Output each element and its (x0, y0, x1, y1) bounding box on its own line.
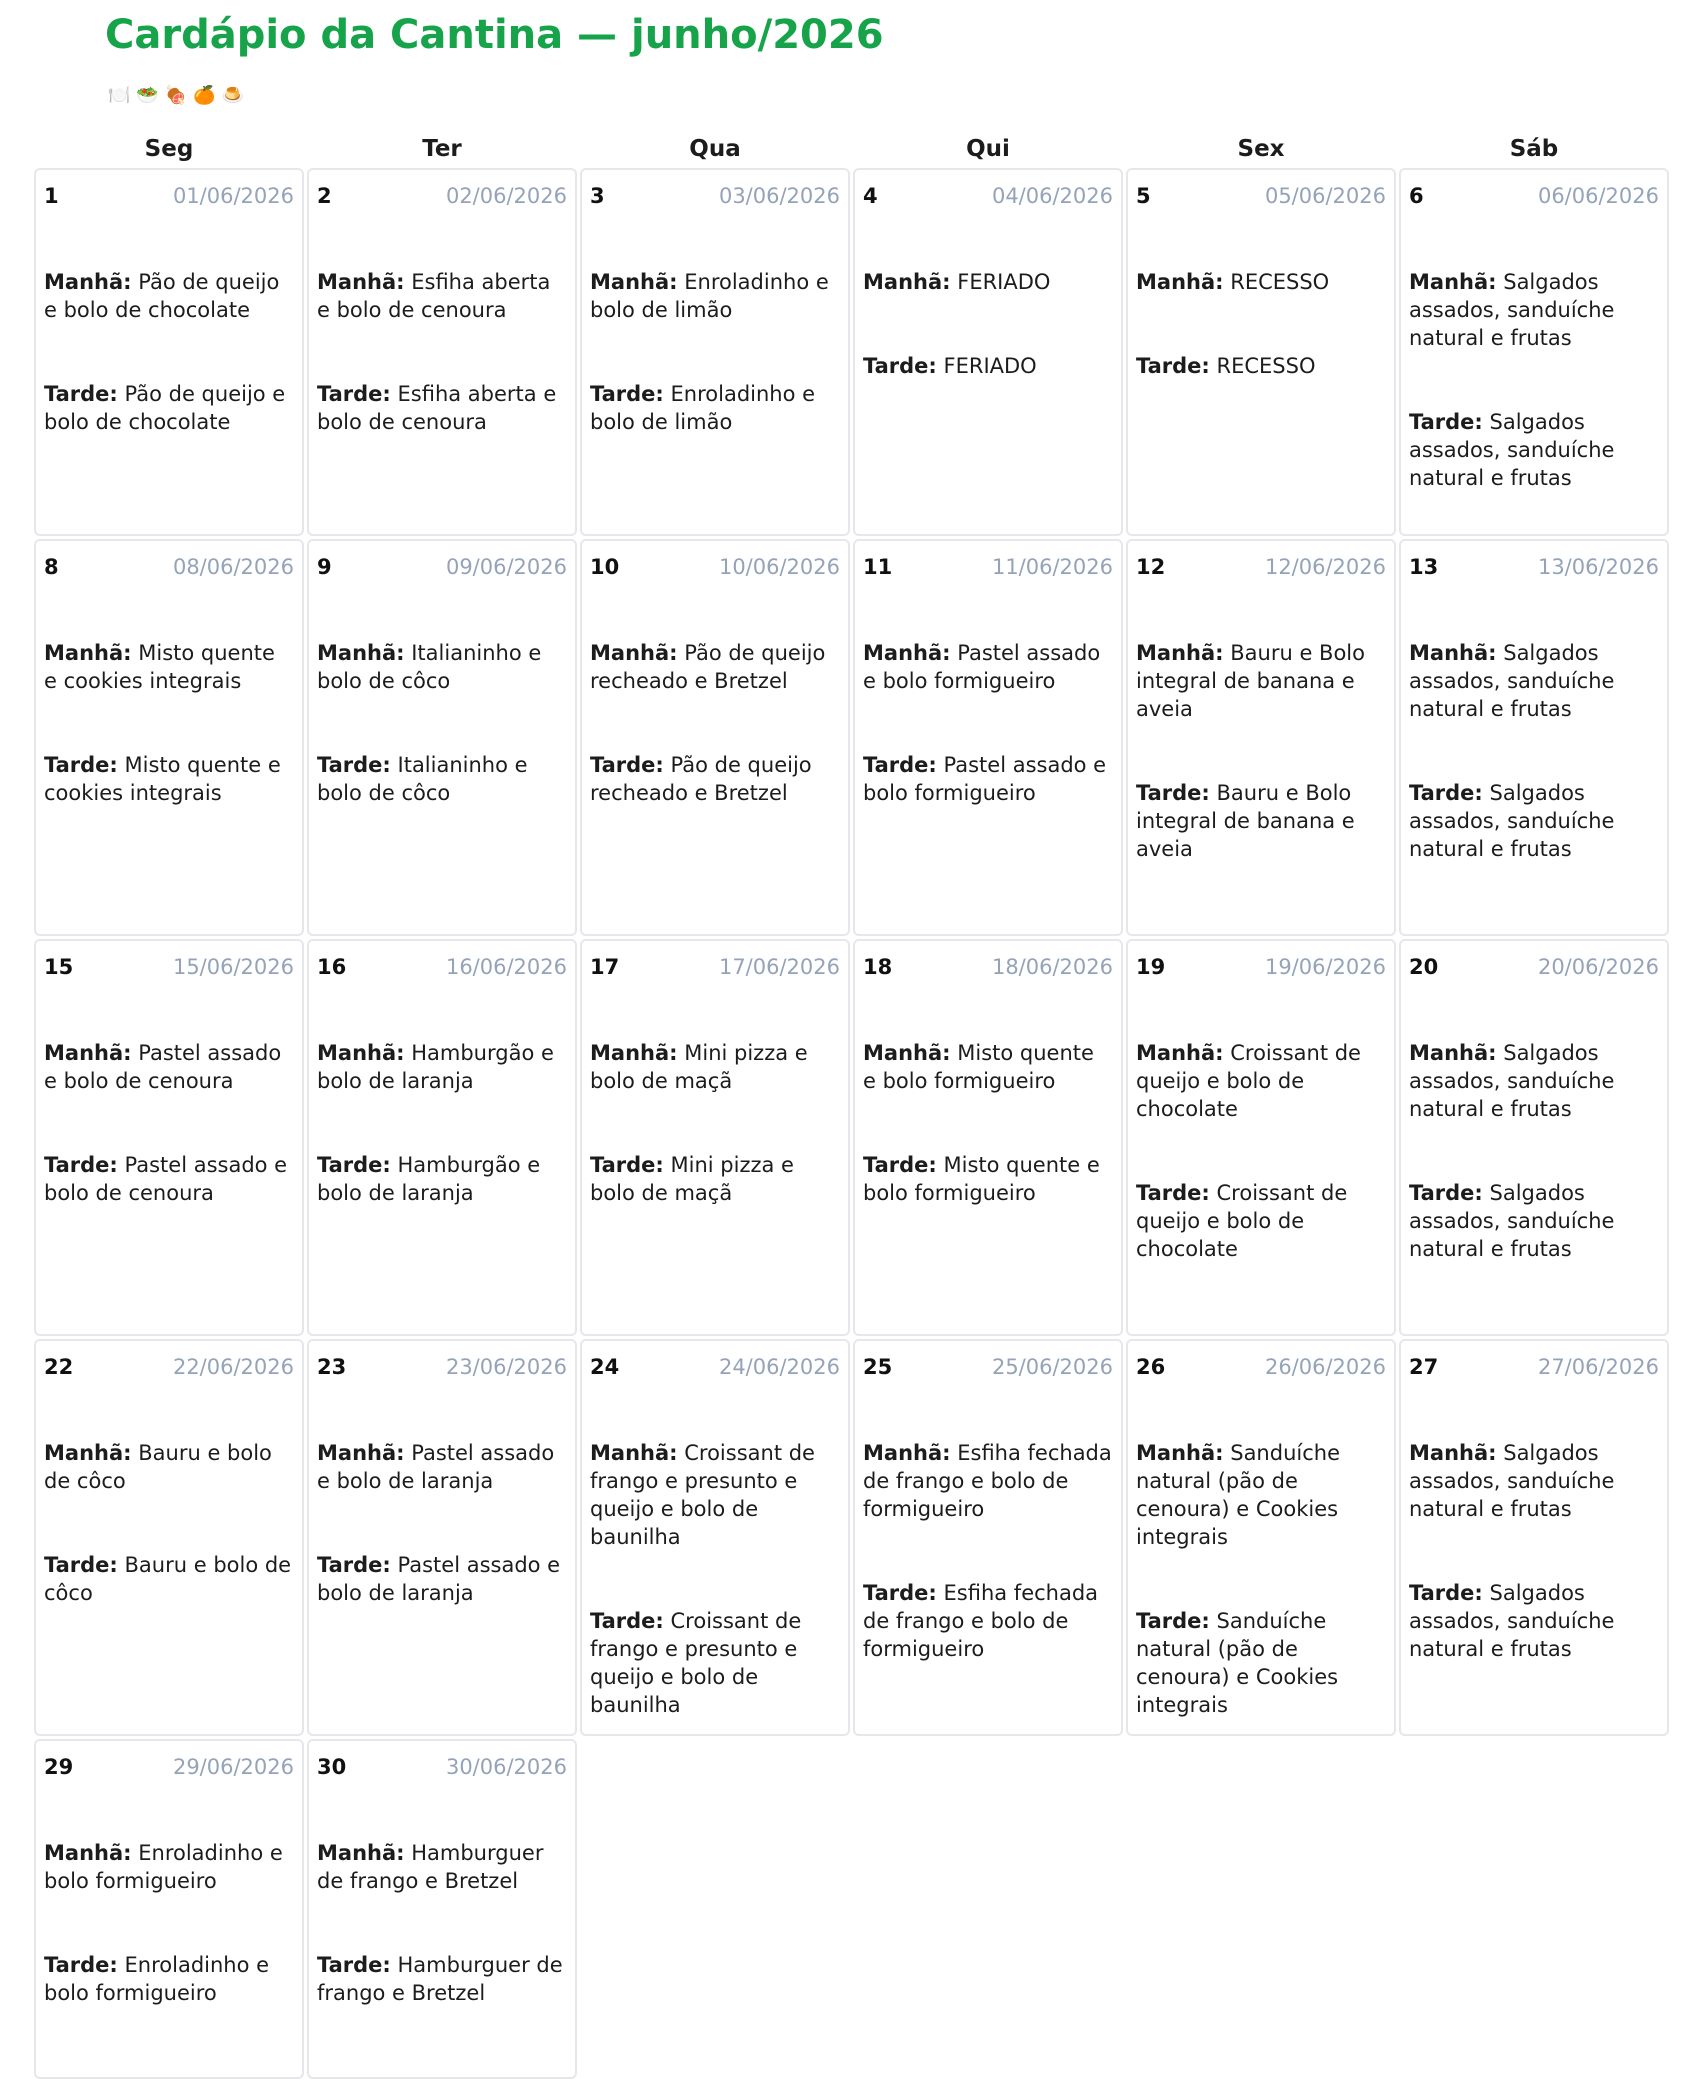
weekday-label: Qua (689, 136, 741, 162)
morning-meal (317, 1039, 567, 1095)
afternoon-meal-text: Croissant de frango e presunto e queijo e bolo de baunilha (590, 1609, 802, 1717)
day-cell (1399, 939, 1669, 1336)
day-cell-header (1409, 184, 1659, 208)
morning-meal-text: Hamburguer de frango e Bretzel (317, 1841, 544, 1893)
morning-meal-text: Misto quente e bolo formigueiro (863, 1041, 1094, 1093)
weekday-label: Seg (144, 136, 194, 162)
morning-meal-label: Manhã: (590, 641, 678, 665)
afternoon-meal (317, 751, 567, 807)
afternoon-meal-text: Hamburgão e bolo de laranja (317, 1153, 541, 1205)
day-number: 4 (863, 184, 878, 208)
morning-meal-text: Italianinho e bolo de côco (317, 641, 542, 693)
salad-icon: 🥗 (136, 85, 159, 106)
day-cell-header (590, 184, 840, 208)
afternoon-meal-text: Enroladinho e bolo de limão (590, 382, 816, 434)
morning-meal-text: Pão de queijo e bolo de chocolate (44, 270, 280, 322)
morning-meal-text: RECESSO (1230, 270, 1330, 294)
day-cell-header (590, 955, 840, 979)
day-date: 11/06/2026 (991, 555, 1113, 579)
morning-meal (317, 268, 567, 324)
plate-icon: 🍽️ (108, 85, 131, 106)
day-number: 6 (1409, 184, 1424, 208)
morning-meal-label: Manhã: (590, 1441, 678, 1465)
afternoon-meal (317, 1151, 567, 1207)
weekday-label: Ter (422, 136, 462, 162)
morning-meal-text: Salgados assados, sanduíche natural e frutas (1409, 1441, 1615, 1521)
afternoon-meal-text: Salgados assados, sanduíche natural e frutas (1409, 781, 1615, 861)
pudding-icon: 🍮 (221, 85, 245, 106)
day-cell-header (44, 955, 294, 979)
morning-meal (1136, 268, 1386, 296)
afternoon-meal-label: Tarde: (590, 1609, 664, 1633)
afternoon-meal-label: Tarde: (1136, 1181, 1210, 1205)
day-cell (853, 539, 1123, 936)
morning-meal-label: Manhã: (863, 1441, 951, 1465)
morning-meal-label: Manhã: (44, 270, 132, 294)
afternoon-meal-label: Tarde: (44, 1553, 118, 1577)
afternoon-meal-text: Sanduíche natural (pão de cenoura) e Cookies integrais (1136, 1609, 1339, 1717)
afternoon-meal-text: Pastel assado e bolo de cenoura (44, 1153, 288, 1205)
day-number: 26 (1136, 1355, 1166, 1379)
afternoon-meal (44, 751, 294, 807)
morning-meal (863, 268, 1113, 296)
day-cell-header (1136, 955, 1386, 979)
weekday-label: Sex (1237, 136, 1285, 162)
afternoon-meal-text: Pão de queijo recheado e Bretzel (590, 753, 812, 805)
morning-meal-text: Enroladinho e bolo formigueiro (44, 1841, 283, 1893)
afternoon-meal-text: Mini pizza e bolo de maçã (590, 1153, 794, 1205)
day-number: 30 (317, 1755, 347, 1779)
morning-meal-text: Mini pizza e bolo de maçã (590, 1041, 808, 1093)
day-date: 08/06/2026 (172, 555, 294, 579)
afternoon-meal (863, 352, 1113, 380)
day-number: 13 (1409, 555, 1439, 579)
day-number: 11 (863, 555, 893, 579)
morning-meal-label: Manhã: (590, 270, 678, 294)
afternoon-meal-text: Salgados assados, sanduíche natural e frutas (1409, 1181, 1615, 1261)
morning-meal-label: Manhã: (1136, 270, 1224, 294)
afternoon-meal (1409, 1579, 1659, 1663)
day-date: 05/06/2026 (1264, 184, 1386, 208)
afternoon-meal (590, 751, 840, 807)
day-cell-header (317, 184, 567, 208)
day-cell (853, 1339, 1123, 1736)
morning-meal (1136, 1039, 1386, 1123)
afternoon-meal-text: Italianinho e bolo de côco (317, 753, 528, 805)
morning-meal-label: Manhã: (317, 1041, 405, 1065)
afternoon-meal (1136, 352, 1386, 380)
afternoon-meal-label: Tarde: (863, 753, 937, 777)
day-number: 23 (317, 1355, 347, 1379)
morning-meal-label: Manhã: (317, 1441, 405, 1465)
day-date: 12/06/2026 (1264, 555, 1386, 579)
afternoon-meal (1409, 408, 1659, 492)
day-number: 3 (590, 184, 605, 208)
day-date: 23/06/2026 (445, 1355, 567, 1379)
morning-meal (44, 639, 294, 695)
afternoon-meal (317, 1951, 567, 2007)
day-date: 16/06/2026 (445, 955, 567, 979)
morning-meal (1136, 639, 1386, 723)
morning-meal (590, 639, 840, 695)
afternoon-meal-text: Salgados assados, sanduíche natural e frutas (1409, 1581, 1615, 1661)
morning-meal-label: Manhã: (44, 641, 132, 665)
afternoon-meal-label: Tarde: (1409, 1581, 1483, 1605)
afternoon-meal-label: Tarde: (317, 382, 391, 406)
calendar-grid (34, 168, 1669, 2079)
afternoon-meal (1136, 1607, 1386, 1719)
afternoon-meal-text: Enroladinho e bolo formigueiro (44, 1953, 270, 2005)
day-cell-header (317, 555, 567, 579)
morning-meal (1409, 1439, 1659, 1523)
morning-meal-label: Manhã: (590, 1041, 678, 1065)
day-date: 24/06/2026 (718, 1355, 840, 1379)
day-date: 30/06/2026 (445, 1755, 567, 1779)
morning-meal-text: FERIADO (957, 270, 1051, 294)
morning-meal-label: Manhã: (863, 641, 951, 665)
day-cell (307, 1739, 577, 2079)
day-cell (1399, 168, 1669, 536)
day-cell (307, 939, 577, 1336)
day-cell-header (44, 1755, 294, 1779)
morning-meal-text: Bauru e bolo de côco (44, 1441, 272, 1493)
day-date: 29/06/2026 (172, 1755, 294, 1779)
afternoon-meal-text: RECESSO (1216, 354, 1316, 378)
afternoon-meal (317, 1551, 567, 1607)
day-cell-header (1136, 555, 1386, 579)
afternoon-meal (863, 1151, 1113, 1207)
day-cell (853, 168, 1123, 536)
afternoon-meal-text: FERIADO (943, 354, 1037, 378)
day-date: 06/06/2026 (1537, 184, 1659, 208)
day-number: 9 (317, 555, 332, 579)
afternoon-meal (863, 751, 1113, 807)
day-number: 24 (590, 1355, 620, 1379)
day-cell (1399, 1339, 1669, 1736)
day-cell-header (44, 184, 294, 208)
afternoon-meal-label: Tarde: (1409, 1181, 1483, 1205)
afternoon-meal (317, 380, 567, 436)
day-date: 22/06/2026 (172, 1355, 294, 1379)
afternoon-meal-label: Tarde: (317, 1553, 391, 1577)
morning-meal (590, 268, 840, 324)
morning-meal-text: Esfiha aberta e bolo de cenoura (317, 270, 551, 322)
day-cell-header (1409, 555, 1659, 579)
morning-meal (863, 1039, 1113, 1095)
day-cell (34, 939, 304, 1336)
day-cell-header (590, 1355, 840, 1379)
afternoon-meal (590, 380, 840, 436)
day-cell-header (317, 1755, 567, 1779)
afternoon-meal (44, 1551, 294, 1607)
day-number: 16 (317, 955, 347, 979)
day-cell (853, 939, 1123, 1336)
day-cell (580, 539, 850, 936)
morning-meal-label: Manhã: (863, 1041, 951, 1065)
morning-meal (44, 1839, 294, 1895)
morning-meal-label: Manhã: (1409, 641, 1497, 665)
day-date: 18/06/2026 (991, 955, 1113, 979)
day-cell-header (590, 555, 840, 579)
afternoon-meal-label: Tarde: (863, 1153, 937, 1177)
afternoon-meal-label: Tarde: (317, 1953, 391, 1977)
afternoon-meal-text: Misto quente e bolo formigueiro (863, 1153, 1100, 1205)
afternoon-meal (1136, 1179, 1386, 1263)
morning-meal (44, 1039, 294, 1095)
day-date: 03/06/2026 (718, 184, 840, 208)
afternoon-meal-label: Tarde: (1136, 1609, 1210, 1633)
day-cell-header (44, 1355, 294, 1379)
morning-meal-label: Manhã: (1409, 270, 1497, 294)
day-number: 17 (590, 955, 620, 979)
day-number: 1 (44, 184, 59, 208)
day-cell-header (1409, 1355, 1659, 1379)
day-number: 15 (44, 955, 74, 979)
morning-meal-text: Croissant de frango e presunto e queijo e bolo de baunilha (590, 1441, 815, 1549)
day-cell-header (1136, 1355, 1386, 1379)
afternoon-meal-text: Pão de queijo e bolo de chocolate (44, 382, 286, 434)
morning-meal (44, 268, 294, 324)
day-number: 10 (590, 555, 620, 579)
morning-meal-label: Manhã: (1409, 1041, 1497, 1065)
afternoon-meal-label: Tarde: (590, 382, 664, 406)
afternoon-meal-label: Tarde: (317, 1153, 391, 1177)
morning-meal (317, 1839, 567, 1895)
morning-meal-text: Bauru e Bolo integral de banana e aveia (1136, 641, 1365, 721)
morning-meal (1136, 1439, 1386, 1551)
afternoon-meal-label: Tarde: (1136, 354, 1210, 378)
day-cell (34, 1739, 304, 2079)
afternoon-meal-text: Esfiha aberta e bolo de cenoura (317, 382, 557, 434)
afternoon-meal-label: Tarde: (44, 1953, 118, 1977)
afternoon-meal-label: Tarde: (317, 753, 391, 777)
day-cell (307, 539, 577, 936)
afternoon-meal (1409, 779, 1659, 863)
afternoon-meal (44, 380, 294, 436)
morning-meal-text: Pastel assado e bolo de cenoura (44, 1041, 282, 1093)
afternoon-meal-text: Salgados assados, sanduíche natural e frutas (1409, 410, 1615, 490)
morning-meal-label: Manhã: (1136, 1041, 1224, 1065)
morning-meal-label: Manhã: (1409, 1441, 1497, 1465)
food-icons-row (108, 84, 244, 108)
afternoon-meal-text: Esfiha fechada de frango e bolo de formigueiro (863, 1581, 1099, 1661)
day-cell (307, 1339, 577, 1736)
day-cell (34, 539, 304, 936)
day-date: 04/06/2026 (991, 184, 1113, 208)
morning-meal-text: Salgados assados, sanduíche natural e frutas (1409, 270, 1615, 350)
day-cell (1126, 1339, 1396, 1736)
morning-meal (863, 1439, 1113, 1523)
morning-meal (590, 1439, 840, 1551)
morning-meal-text: Pastel assado e bolo formigueiro (863, 641, 1101, 693)
afternoon-meal-text: Croissant de queijo e bolo de chocolate (1136, 1181, 1348, 1261)
morning-meal-text: Esfiha fechada de frango e bolo de formigueiro (863, 1441, 1112, 1521)
afternoon-meal-label: Tarde: (1136, 781, 1210, 805)
morning-meal (590, 1039, 840, 1095)
weekday-header (34, 136, 1669, 162)
day-date: 19/06/2026 (1264, 955, 1386, 979)
morning-meal-text: Pastel assado e bolo de laranja (317, 1441, 555, 1493)
afternoon-meal-label: Tarde: (863, 354, 937, 378)
morning-meal (1409, 268, 1659, 352)
morning-meal-label: Manhã: (317, 270, 405, 294)
day-date: 01/06/2026 (172, 184, 294, 208)
afternoon-meal (590, 1607, 840, 1719)
day-cell (580, 168, 850, 536)
afternoon-meal-text: Bauru e Bolo integral de banana e aveia (1136, 781, 1355, 861)
day-number: 5 (1136, 184, 1151, 208)
day-cell-header (44, 555, 294, 579)
day-cell (1399, 539, 1669, 936)
day-cell-header (863, 184, 1113, 208)
morning-meal-label: Manhã: (44, 1041, 132, 1065)
day-date: 10/06/2026 (718, 555, 840, 579)
morning-meal-text: Salgados assados, sanduíche natural e frutas (1409, 641, 1615, 721)
morning-meal (44, 1439, 294, 1495)
day-date: 20/06/2026 (1537, 955, 1659, 979)
morning-meal-label: Manhã: (1136, 1441, 1224, 1465)
day-date: 13/06/2026 (1537, 555, 1659, 579)
day-cell (1126, 939, 1396, 1336)
morning-meal-text: Pão de queijo recheado e Bretzel (590, 641, 826, 693)
morning-meal (863, 639, 1113, 695)
afternoon-meal (1409, 1179, 1659, 1263)
day-cell (580, 1339, 850, 1736)
afternoon-meal (590, 1151, 840, 1207)
day-date: 26/06/2026 (1264, 1355, 1386, 1379)
afternoon-meal (863, 1579, 1113, 1663)
afternoon-meal-text: Hamburguer de frango e Bretzel (317, 1953, 563, 2005)
day-number: 27 (1409, 1355, 1439, 1379)
day-cell (1126, 539, 1396, 936)
day-date: 15/06/2026 (172, 955, 294, 979)
afternoon-meal (44, 1951, 294, 2007)
morning-meal (1409, 1039, 1659, 1123)
morning-meal (1409, 639, 1659, 723)
day-cell-header (1136, 184, 1386, 208)
afternoon-meal-label: Tarde: (44, 382, 118, 406)
morning-meal-text: Enroladinho e bolo de limão (590, 270, 829, 322)
day-cell-header (317, 955, 567, 979)
afternoon-meal-text: Bauru e bolo de côco (44, 1553, 292, 1605)
afternoon-meal-label: Tarde: (863, 1581, 937, 1605)
day-number: 22 (44, 1355, 74, 1379)
afternoon-meal-label: Tarde: (590, 753, 664, 777)
afternoon-meal-label: Tarde: (1409, 410, 1483, 434)
day-cell-header (863, 1355, 1113, 1379)
morning-meal (317, 639, 567, 695)
day-date: 17/06/2026 (718, 955, 840, 979)
day-number: 12 (1136, 555, 1166, 579)
day-cell-header (1409, 955, 1659, 979)
day-number: 25 (863, 1355, 893, 1379)
day-number: 20 (1409, 955, 1439, 979)
day-cell (1126, 168, 1396, 536)
day-date: 25/06/2026 (991, 1355, 1113, 1379)
day-date: 27/06/2026 (1537, 1355, 1659, 1379)
morning-meal-label: Manhã: (44, 1841, 132, 1865)
day-cell (580, 939, 850, 1336)
day-cell-header (863, 955, 1113, 979)
meat-icon: 🍖 (164, 85, 188, 106)
day-cell (34, 168, 304, 536)
day-cell (34, 1339, 304, 1736)
day-number: 18 (863, 955, 893, 979)
day-number: 19 (1136, 955, 1166, 979)
day-date: 02/06/2026 (445, 184, 567, 208)
morning-meal-label: Manhã: (317, 641, 405, 665)
orange-icon: 🍊 (193, 85, 216, 106)
morning-meal-label: Manhã: (44, 1441, 132, 1465)
morning-meal-text: Croissant de queijo e bolo de chocolate (1136, 1041, 1361, 1121)
afternoon-meal (1136, 779, 1386, 863)
morning-meal-text: Salgados assados, sanduíche natural e frutas (1409, 1041, 1615, 1121)
day-cell-header (317, 1355, 567, 1379)
afternoon-meal-label: Tarde: (44, 753, 118, 777)
day-cell (307, 168, 577, 536)
day-number: 2 (317, 184, 332, 208)
afternoon-meal-label: Tarde: (590, 1153, 664, 1177)
day-date: 09/06/2026 (445, 555, 567, 579)
weekday-label: Sáb (1509, 136, 1559, 162)
day-cell-header (863, 555, 1113, 579)
morning-meal-text: Hamburgão e bolo de laranja (317, 1041, 554, 1093)
morning-meal-text: Sanduíche natural (pão de cenoura) e Cookies integrais (1136, 1441, 1340, 1549)
afternoon-meal-text: Misto quente e cookies integrais (44, 753, 281, 805)
afternoon-meal-text: Pastel assado e bolo de laranja (317, 1553, 561, 1605)
day-number: 8 (44, 555, 59, 579)
morning-meal-label: Manhã: (863, 270, 951, 294)
afternoon-meal-label: Tarde: (44, 1153, 118, 1177)
afternoon-meal (44, 1151, 294, 1207)
page-title: Cardápio da Cantina — junho/2026 (105, 12, 884, 58)
afternoon-meal-text: Pastel assado e bolo formigueiro (863, 753, 1107, 805)
morning-meal-label: Manhã: (1136, 641, 1224, 665)
day-number: 29 (44, 1755, 74, 1779)
afternoon-meal-label: Tarde: (1409, 781, 1483, 805)
morning-meal (317, 1439, 567, 1495)
weekday-label: Qui (966, 136, 1010, 162)
morning-meal-label: Manhã: (317, 1841, 405, 1865)
morning-meal-text: Misto quente e cookies integrais (44, 641, 275, 693)
